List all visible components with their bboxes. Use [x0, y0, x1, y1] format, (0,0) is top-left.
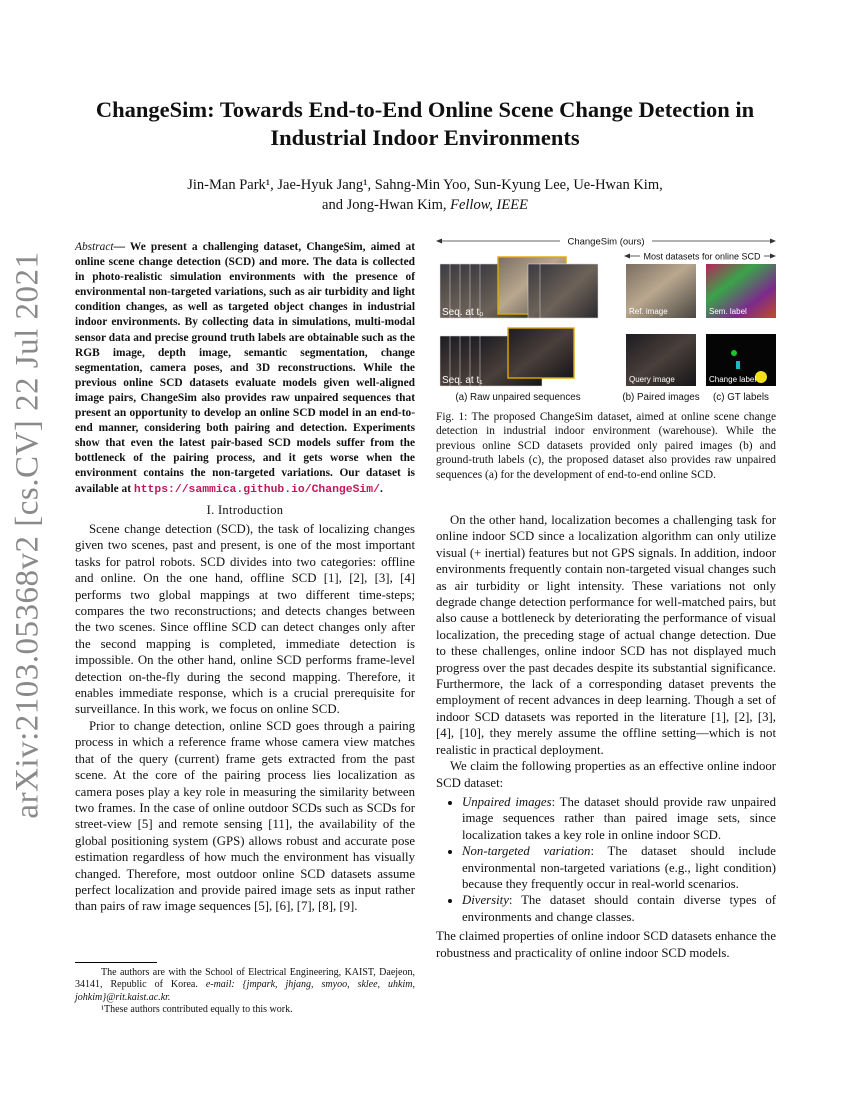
figure-1	[436, 233, 776, 408]
online-scd-arrow	[624, 252, 776, 262]
email-list: e-mail: {jmpark, jhjang, smyoo, sklee, uhkim, johkim}@rit.kaist.ac.kr.	[75, 979, 415, 1003]
section-heading-introduction: I. Introduction	[206, 503, 284, 517]
affiliation-footnote: The authors are with the School of Electrical Engineering, KAIST, Daejeon, 34141, Republic of Korea. e-mail: {jmpark, jhjang, smyoo, sklee, uhkim, johkim}@rit.kaist.ac.kr.	[75, 967, 415, 1003]
subcaption-b: (b) Paired images	[622, 392, 700, 403]
ref-image-label: Ref. image	[629, 307, 668, 316]
footnote-divider	[75, 962, 157, 963]
sem-label-label: Sem. label	[709, 307, 747, 316]
paragraph: Scene change detection (SCD), the task of localizing changes given two scenes, past and present, is one of the most important tasks for patrol robots. SCD divides into two categories: offline and online. On the one hand, offline SCD [1], [2], [3], [4] performs two global mappings at two different time-steps; compares the two reconstructions; and detects changes between the two scenes. Since offline SCD can detect changes only after the second mapping is completed, immediate detection is impossible. On the other hand, online SCD performs frame-level detection on-the-fly during the second mapping. Therefore, it enables immediate response, which is a crucial prerequisite for surveillance. In this work, we focus on online SCD.	[75, 522, 415, 717]
paragraph: We claim the following properties as an effective online indoor SCD dataset:	[436, 759, 776, 790]
seq-t1-label: Seq. at t₁	[442, 375, 483, 386]
subcaption-c: (c) GT labels	[713, 392, 769, 403]
sequence-t1-stack	[440, 328, 574, 386]
changesim-label: ChangeSim (ours)	[567, 236, 645, 248]
list-item: • Unpaired images: The dataset should provide raw unpaired image sequences rather than paired image sets, since localization takes a key role in online indoor SCD.	[462, 794, 776, 843]
paragraph: The claimed properties of online indoor SCD datasets enhance the robustness and practicality of online indoor SCD models.	[436, 929, 776, 960]
paper-title: ChangeSim: Towards End-to-End Online Scene Change Detection in Industrial Indoor Environments	[95, 97, 755, 150]
seq-t0-label: Seq. at t₀	[442, 307, 484, 318]
author-line-1: Jin-Man Park¹, Jae-Hyuk Jang¹, Sahng-Min Yoo, Sun-Kyung Lee, Ue-Hwan Kim,	[187, 177, 663, 193]
equal-contribution-footnote: ¹These authors contributed equally to this work.	[101, 1004, 293, 1016]
abstract: Abstract— We present a challenging dataset, ChangeSim, aimed at online scene change detection (SCD) and more. The data is collected in photo-realistic simulation environments with the presence of environmental non-targeted variations, such as air turbidity and light condition changes, as well as targeted object changes in industrial indoor environments. By collecting data in simulations, multi-modal sensor data and precise ground truth labels are obtainable such as the RGB image, depth image, semantic segmentation, change segmentation, camera poses, and 3D reconstructions. While the previous online SCD datasets evaluate models given well-aligned image pairs, ChangeSim also provides raw unpaired sequences that present an opportunity to develop an online SCD model in an end-to-end manner, considering both pairing and detection. Experiments show that even the latest pair-based SCD models suffer from the bottleneck of the pairing process, and it gets worse when the environment contains the non-targeted variations. Our dataset is available at https://sammica.github.io/ChangeSim/.	[75, 241, 415, 496]
dataset-link[interactable]: https://sammica.github.io/ChangeSim/	[133, 483, 380, 496]
top-span-arrow	[436, 237, 776, 248]
paragraph: Prior to change detection, online SCD goes through a pairing process in which a reference frame whose camera view matches that of the query (current) frame gets extracted from the past scene. At the core of the pairing process lies localization as camera poses play a key role in measuring the similarity between two frames. In the case of online outdoor SCDs such as SCDs for street-view [5] and remote sensing [11], the availability of the global positioning system (GPS) allows robust and accurate pose estimation regardless of how much the environment has visually changed. Therefore, most outdoor online SCD datasets assume perfect localization and provide paired image sets as input rather than pairs of raw image sequences [5], [6], [7], [8], [9].	[75, 718, 415, 914]
arxiv-sidebar	[8, 251, 48, 819]
author-line-2: and Jong-Hwan Kim, Fellow, IEEE	[322, 197, 528, 213]
arxiv-identifier: arXiv:2103.05368v2 [cs.CV] 22 Jul 2021	[9, 251, 46, 819]
left-column-body	[75, 521, 415, 915]
right-column-body	[436, 512, 776, 961]
paragraph: On the other hand, localization becomes a challenging task for online indoor SCD since a localization algorithm can only utilize visual (+ inertial) features but not GPS signals. In addition, indoor environments frequently contain non-targeted visual changes such as air turbidity or light intensity. These variations not only degrade change detection performance for well-matched pairs, but also cause a bottleneck by deteriorating the performance of visual localization, the preceding stage of actual change detection. Due to these challenges, online indoor SCD has not displayed much progress over the past decades despite its substantial significance. Furthermore, the lack of a corresponding dataset prevents the employment of recent advances in deep learning. Though a set of indoor SCD datasets was reported in the literature [1], [2], [3], [4], [10], they merely assume the offline setting—which is not realistic in practical deployment.	[436, 513, 776, 757]
query-image-label: Query image	[629, 375, 675, 384]
footnotes	[75, 967, 415, 1017]
online-scd-label: Most datasets for online SCD	[643, 251, 761, 262]
subcaption-a: (a) Raw unpaired sequences	[455, 392, 581, 403]
change-label-label: Change label	[709, 375, 757, 384]
author-list	[110, 175, 740, 215]
list-item: • Non-targeted variation: The dataset should include environmental non-targeted variations (e.g., light condition) because they frequently occur in real-world scenarios.	[462, 843, 776, 892]
list-item: • Diversity: The dataset should contain diverse types of environments and change classes.	[462, 892, 776, 925]
abstract-body: — We present a challenging dataset, ChangeSim, aimed at online scene change detection (SCD) and more. The data is collected in photo-realistic simulation environments with the presence of environmental non-targeted variations, such as air turbidity and light condition changes, as well as targeted object changes in industrial indoor environments. By collecting data in simulations, multi-modal sensor data and precise ground truth labels are obtainable such as the RGB image, depth image, semantic segmentation, change segmentation, camera poses, and 3D reconstructions. While the previous online SCD datasets evaluate models given well-aligned image pairs, ChangeSim also provides raw unpaired sequences that present an opportunity to develop an online SCD model in an end-to-end manner, considering both pairing and detection. Experiments show that even the latest pair-based SCD models suffer from the bottleneck of the pairing process, and it gets worse when the environment contains the non-targeted variations. Our dataset is available at	[75, 241, 415, 495]
author-fellow-title: Fellow, IEEE	[450, 197, 528, 213]
sequence-t0-stack	[440, 257, 598, 318]
abstract-lead: Abstract	[75, 241, 114, 253]
property-list	[436, 794, 776, 925]
figure-1-caption: Fig. 1: The proposed ChangeSim dataset, aimed at online scene change detection in industrial indoor environment (warehouse). While the previous online SCD datasets provided only paired images (b) and ground-truth labels (c), the proposed dataset also provides raw unpaired sequences (a) for the development of end-to-end online SCD.	[436, 411, 776, 481]
